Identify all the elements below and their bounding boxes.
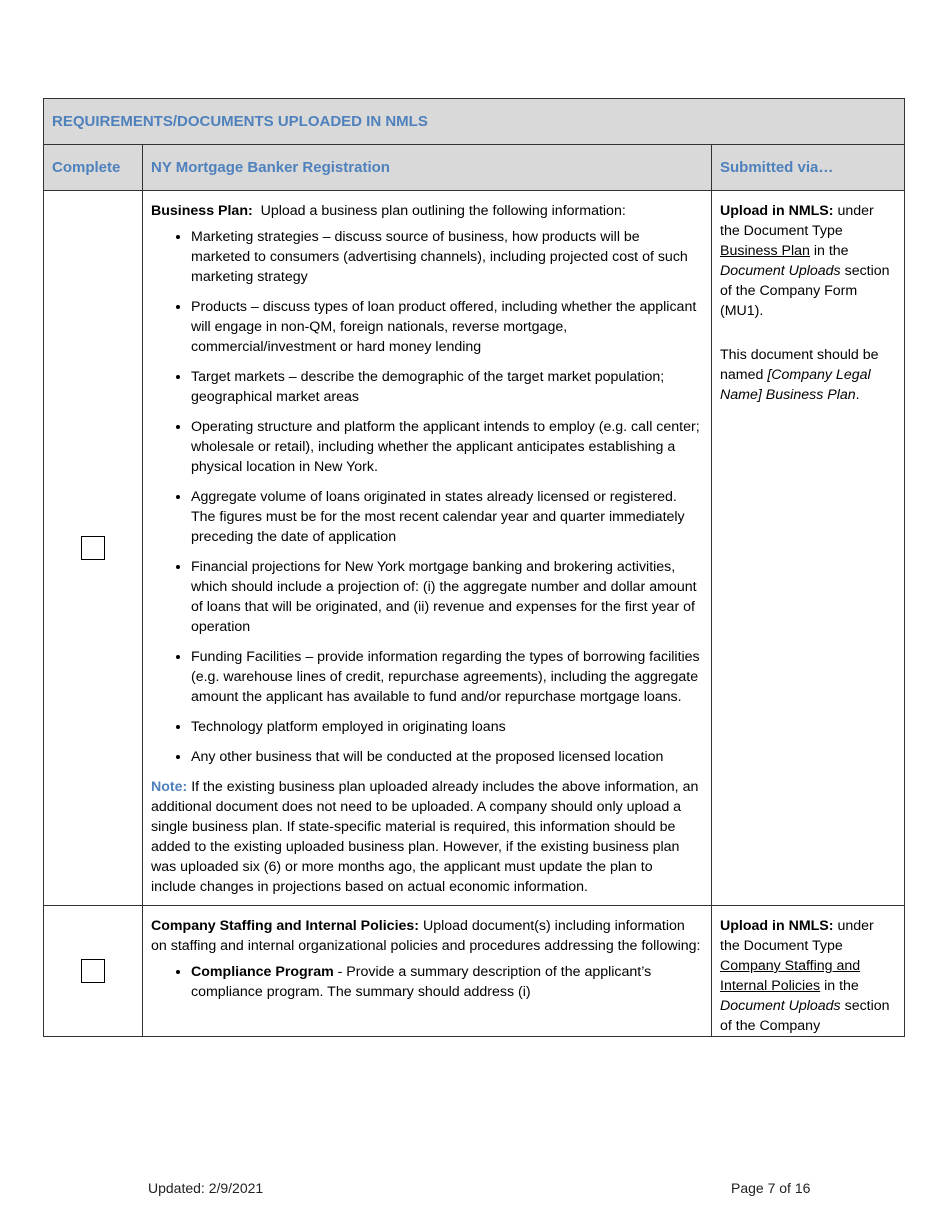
text: in the bbox=[809, 243, 849, 259]
note-text: If the existing business plan uploaded already includes the above information, an additional document does not need to be uploaded. A company should only upload a single business plan. If state-specific material is required, this information should be added to the existing uploaded business plan. However, if the existing business plan was uploaded six (6) or more months ago, the applicant must update the plan to include changes in projections based on actual economic information. bbox=[151, 779, 699, 895]
list-item: • Any other business that will be conducted at the proposed licensed location bbox=[191, 747, 701, 767]
note bbox=[151, 777, 701, 897]
header-complete: Complete bbox=[44, 145, 143, 191]
text: This document should be named bbox=[720, 347, 879, 383]
header-registration: NY Mortgage Banker Registration bbox=[143, 145, 712, 191]
item-intro: Upload document(s) including information on staffing and internal organizational policies and procedures addressing the following: bbox=[151, 918, 701, 954]
list-item: • Aggregate volume of loans originated in states already licensed or registered. The figures must be for the most recent calendar year and quarter immediately preceding the date of application bbox=[191, 487, 701, 547]
text: in the bbox=[820, 978, 859, 994]
list-item: • Funding Facilities – provide information regarding the types of borrowing facilities (e.g. warehouse lines of credit, repurchase agreements), including the aggregate amount the applicant has available to fund and/or repurchase mortgage loans. bbox=[191, 647, 701, 707]
section-name: Document Uploads bbox=[720, 263, 841, 279]
item-title: Company Staffing and Internal Policies: bbox=[151, 918, 420, 934]
header-submitted: Submitted via… bbox=[712, 145, 905, 191]
list-item: • Technology platform employed in originating loans bbox=[191, 717, 701, 737]
document-type: Company Staffing and Internal Policies bbox=[720, 958, 861, 994]
note-label: Note: bbox=[151, 779, 188, 795]
table-title: REQUIREMENTS/DOCUMENTS UPLOADED IN NMLS bbox=[44, 99, 905, 145]
text: under the Document Type bbox=[720, 918, 874, 954]
section-name: Document Uploads bbox=[720, 998, 841, 1014]
text: section of the Company Form (MU1). bbox=[720, 263, 890, 319]
submitted-via bbox=[712, 191, 905, 906]
list-item: • Operating structure and platform the applicant intends to employ (e.g. call center; wholesale or retail), including whether the applicant anticipates establishing a physical location in New York. bbox=[191, 417, 701, 477]
table-row bbox=[44, 906, 905, 1037]
complete-checkbox[interactable] bbox=[81, 536, 105, 560]
document-type: Business Plan bbox=[720, 243, 810, 259]
upload-label: Upload in NMLS: bbox=[720, 918, 834, 934]
upload-label: Upload in NMLS: bbox=[720, 203, 834, 219]
text: . bbox=[855, 387, 860, 403]
text: section of the Company bbox=[720, 998, 890, 1034]
submitted-via bbox=[712, 906, 905, 1037]
bullet-title: Compliance Program bbox=[191, 964, 334, 980]
footer-updated: Updated: 2/9/2021 bbox=[148, 1180, 264, 1196]
list-item: • Products – discuss types of loan product offered, including whether the applicant will engage in non-QM, foreign nationals, reverse mortgage, commercial/investment or hard money lending bbox=[191, 297, 701, 357]
item-title: Business Plan: bbox=[151, 203, 253, 219]
document-name: [Company Legal Name] Business Plan bbox=[720, 367, 871, 403]
complete-checkbox[interactable] bbox=[81, 959, 105, 983]
footer-page-number: Page 7 of 16 bbox=[731, 1180, 811, 1196]
bullet-text: - Provide a summary description of the applicant’s compliance program. The summary should address (i) bbox=[191, 964, 652, 1000]
list-item: • Marketing strategies – discuss source of business, how products will be marketed to consumers (advertising channels), including projected cost of such marketing strategy bbox=[191, 227, 701, 287]
requirements-table bbox=[43, 98, 905, 1037]
list-item bbox=[191, 962, 701, 1002]
bullet-list bbox=[151, 227, 701, 767]
table-row bbox=[44, 191, 905, 906]
list-item: • Financial projections for New York mortgage banking and brokering activities, which should include a projection of: (i) the aggregate number and dollar amount of loans that will be originated, and (ii) revenue and expenses for the first year of operation bbox=[191, 557, 701, 637]
text: under the Document Type bbox=[720, 203, 874, 239]
list-item: • Target markets – describe the demographic of the target market population; geographical market areas bbox=[191, 367, 701, 407]
item-intro: Upload a business plan outlining the following information: bbox=[260, 203, 626, 219]
